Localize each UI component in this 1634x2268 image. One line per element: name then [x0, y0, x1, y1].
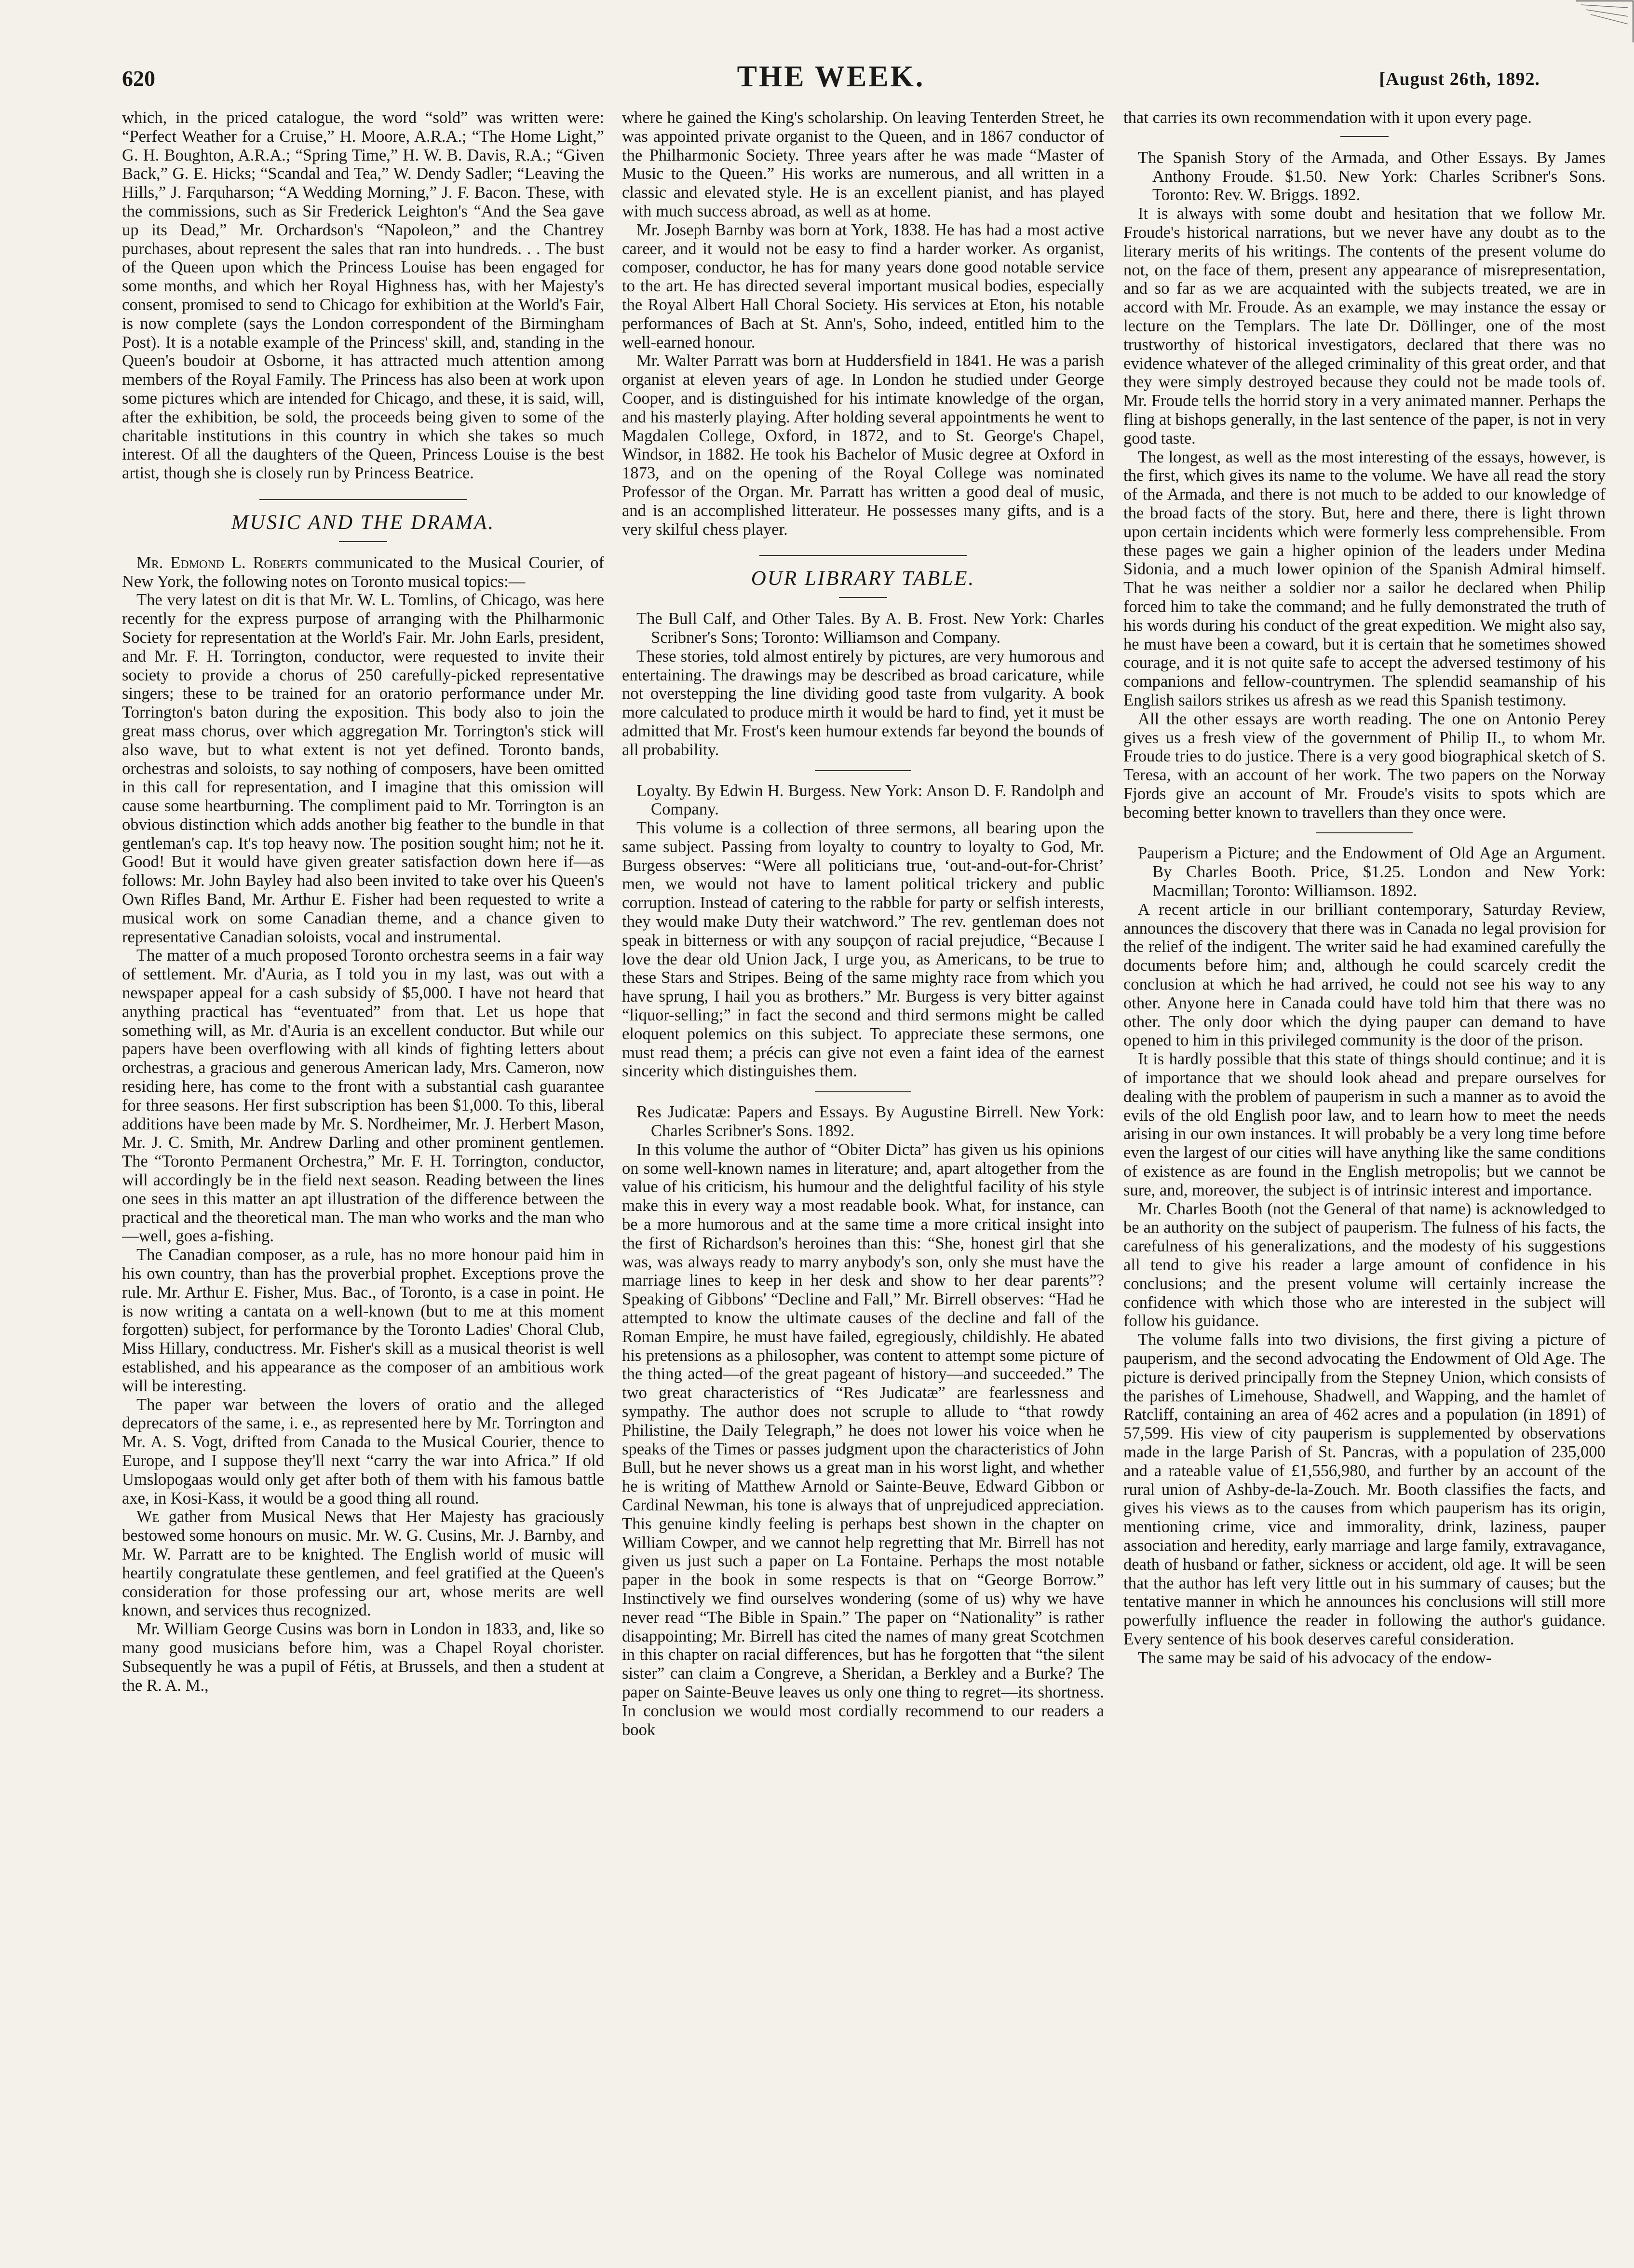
review-paragraph: The same may be said of his advocacy of the endow-: [1138, 1648, 1492, 1667]
music-paragraph: We gather from Musical News that Her Majesty has graciously bestowed some honours on music. Mr. W. G. Cusins, Mr. J. Barnby, and Mr. W. Parratt are to be knighted. The English world of music will heartily congratulate these gentlemen, and feel gratified at the Queen's consideration for those professing our art, whose merits are well known, and services thus recognized.: [122, 1507, 604, 1620]
music-paragraph: The Canadian composer, as a rule, has no more honour paid him in his own country, than has the proverbial prophet. Exceptions prove the rule. Mr. Arthur E. Fisher, Mus. Bac., of Toronto, is a case in point. He is now writing a cantata on a well-known (but to me at this moment forgotten) subject, for performance by the Toronto Ladies' Choral Club, Miss Hillary, conductress. Mr. Fisher's skill as a musical theorist is well established, and his appearance as the composer of an ambitious work will be interesting.: [122, 1246, 604, 1395]
page-header: [122, 57, 1540, 103]
section-heading-music-drama: MUSIC AND THE DRAMA.: [231, 511, 495, 534]
review-divider: [1340, 136, 1389, 137]
book-reference: The Spanish Story of the Armada, and Other Essays. By James Anthony Froude. $1.50. New York: Charles Scribner's Sons. Toronto: Rev. W. Briggs. 1892.: [1138, 148, 1606, 204]
heading-rule: [839, 597, 887, 598]
review-paragraph: These stories, told almost entirely by pictures, are very humorous and entertaining. The drawings may be described as broad caricature, while not overstepping the line dividing good taste from vulgarity. A book more calculated to produce mirth it would be hard to find, yet it must be admitted that Mr. Frost's keen humour extends far beyond the bounds of all probability.: [622, 647, 1104, 759]
review-paragraph: All the other essays are worth reading. The one on Antonio Perey gives us a fresh view of the government of Philip II., to whom Mr. Froude tries to do justice. There is a very good biographical sketch of S. Teresa, with an account of her work. The two papers on the Norway Fjords give an account of Mr. Froude's visits to spots which are becoming better known to travellers than they once were.: [1123, 709, 1606, 822]
review-paragraph: A recent article in our brilliant contemporary, Saturday Review, announces the discovery that there was in Canada no legal provision for the relief of the indigent. The writer said he had examined carefully the documents before him; and, although he could scarcely credit the conclusion at which he had arrived, he could not see his way to any other. Anyone here in Canada could have told him that there was no other. The only door which the dying pauper can demand to have opened to him in this privileged community is the door of the prison.: [1123, 900, 1606, 1050]
review-paragraph: This volume is a collection of three sermons, all bearing upon the same subject. Passing from loyalty to country to loyalty to God, Mr. Burgess observes: “Were all politicians true, ‘out-and-out-for-Christ’ men, we would not have to lament political trickery and public corruption. Instead of catering to the rabble for party or selfish interests, they would make Duty their watchword.” The rev. gentleman does not speak in bitterness or with any soupçon of racial prejudice, “Because I love the dear old Union Jack, I urge you, as Americans, to be true to these Stars and Stripes. Being of the same mighty race from which you have sprung, I hail you as brothers.” Mr. Burgess is very bitter against “liquor-selling;” in fact the second and third sermons might be called eloquent polemics on this subject. To appreciate these sermons, one must read them; a précis can give not even a faint idea of the earnest sincerity which distinguishes them.: [622, 819, 1104, 1081]
music-paragraph: Mr. Edmond L. Roberts communicated to the Musical Courier, of New York, the following notes on Toronto musical topics:—: [122, 553, 604, 591]
music-paragraph: where he gained the King's scholarship. On leaving Tenterden Street, he was appointed private organist to the Queen, and in 1867 conductor of the Philharmonic Society. Three years after he was made “Master of Music to the Queen.” His works are numerous, and all written in a classic and elevated style. He is an excellent pianist, and has played with much success abroad, as well as at home.: [622, 109, 1104, 220]
section-heading-library-table: OUR LIBRARY TABLE.: [751, 567, 975, 590]
issue-date: [August 26th, 1892.: [1379, 69, 1540, 89]
review-divider: [815, 1091, 911, 1092]
review-paragraph: that carries its own recommendation with it upon every page.: [1123, 109, 1532, 127]
section-divider: [759, 555, 967, 556]
book-reference: The Bull Calf, and Other Tales. By A. B. Frost. New York: Charles Scribner's Sons; Toronto: Williamson and Company.: [636, 610, 1104, 647]
book-reference: Res Judicatæ: Papers and Essays. By Augustine Birrell. New York: Charles Scribner's Sons. 1892.: [636, 1103, 1104, 1141]
journal-title: THE WEEK.: [737, 60, 925, 93]
music-paragraph: Mr. William George Cusins was born in London in 1833, and, like so many good musicians before him, was a Chapel Royal chorister. Subsequently he was a pupil of Fétis, at Brussels, and then a student at the R. A. M.,: [122, 1620, 604, 1695]
column-middle: [622, 109, 1104, 2245]
section-divider: [259, 499, 467, 500]
music-paragraph: The paper war between the lovers of oratio and the alleged deprecators of the same, i. e., as represented here by Mr. Torrington and Mr. A. S. Vogt, drifted from Canada to the Musical Courier, thence to Europe, and I suppose they'll next “carry the war into Africa.” If old Umslopogaas would only get after both of them with his famous battle axe, in Kosi-Kass, it would be a good thing all round.: [122, 1395, 604, 1507]
book-reference: Loyalty. By Edwin H. Burgess. New York: Anson D. F. Randolph and Company.: [636, 781, 1104, 819]
book-reference: Pauperism a Picture; and the Endowment of Old Age an Argument. By Charles Booth. Price, $1.25. London and New York: Macmillan; Toronto: Williamson. 1892.: [1138, 844, 1606, 900]
music-paragraph: Mr. Walter Parratt was born at Huddersfield in 1841. He was a parish organist at eleven years of age. In London he studied under George Cooper, and is distinguished for his intimate knowledge of the organ, and his masterly playing. After holding several appointments he went to Magdalen College, Oxford, in 1872, and to St. George's Chapel, Windsor, in 1882. He took his Bachelor of Music degree at Oxford in 1873, and on the opening of the Royal College was nominated Professor of the Organ. Mr. Parratt has written a good deal of music, and is an accomplished litterateur. He possesses many gifts, and is a very skilful chess player.: [622, 352, 1104, 539]
review-paragraph: Mr. Charles Booth (not the General of that name) is acknowledged to be an authority on the subject of pauperism. The fulness of his facts, the carefulness of his generalizations, and the modesty of his suggestions all tend to give his reader a large amount of confidence in his conclusions; and the present volume will certainly increase the confidence with which those who are interested in the subject will follow his guidance.: [1123, 1199, 1606, 1331]
review-divider: [1316, 832, 1413, 833]
review-divider: [815, 770, 911, 771]
art-notes-paragraph: which, in the priced catalogue, the word “sold” was written were: “Perfect Weather for a Cruise,” H. Moore, A.R.A.; “The Home Light,” G. H. Boughton, A.R.A.; “Spring Time,” H. W. B. Davis, R.A.; “Given Back,” G. E. Hicks; “Scandal and Tea,” W. Dendy Sadler; “Leaving the Hills,” J. Farquharson; “A Wedding Morning,” J. F. Bacon. These, with the commissions, such as Sir Frederick Leighton's “And the Sea gave up its Dead,” Mr. Orchardson's “Napoleon,” and the Chantrey purchases, about represent the sales that ran into hundreds. . . The bust of the Queen upon which the Princess Louise has been engaged for some months, and which her Royal Highness has, with her Majesty's consent, promised to send to Chicago for exhibition at the World's Fair, is now complete (says the London correspondent of the Birmingham Post). It is a notable example of the Princess' skill, and, standing in the Queen's boudoir at Osborne, it has attracted much attention among members of the Royal Family. The Princess has also been at work upon some pictures which are intended for Chicago, and these, it is said, will, after the exhibition, be sold, the proceeds being given to some of the charitable institutions in this country in which she takes so much interest. Of all the daughters of the Queen, Princess Louise is the best artist, though she is closely run by Princess Beatrice.: [122, 109, 604, 483]
review-paragraph: It is always with some doubt and hesitation that we follow Mr. Froude's historical narrations, but we never have any doubt as to the literary merits of his writings. The contents of the present volume do not, on the face of them, present any appearance of misrepresentation, and so far as we are acquainted with the subjects treated, we are in accord with Mr. Froude. As an example, we may instance the essay or lecture on the Templars. The late Dr. Döllinger, one of the most trustworthy of historical investigators, declared that there was no evidence whatever of the alleged criminality of this great order, and that they were simply destroyed because they could not be made tools of. Mr. Froude tells the horrid story in a very animated manner. Perhaps the fling at bishops generally, in the last sentence of the paper, is not in very good taste.: [1123, 204, 1606, 448]
review-paragraph: It is hardly possible that this state of things should continue; and it is of importance that we should look ahead and prepare ourselves for dealing with the problem of pauperism in such a manner as to avoid the evils of the old English poor law, and to learn how to meet the needs arising in our own instances. It will probably be a very long time before even the largest of our cities will have anything like the same conditions of existence as are found in the English metropolis; but we cannot be sure, and, moreover, the subject is of intrinsic interest and importance.: [1123, 1050, 1606, 1199]
music-paragraph: The matter of a much proposed Toronto orchestra seems in a fair way of settlement. Mr. d'Auria, as I told you in my last, was out with a newspaper appeal for a cash subsidy of $5,000. I have not heard that anything practical has “eventuated” from that. Let us hope that something will, as Mr. d'Auria is an excellent conductor. But while our papers have been overflowing with all kinds of fighting letters about orchestras, a gracious and generous American lady, Mrs. Cameron, now residing here, has come to the front with a substantial cash guarantee for three seasons. Her first subscription has been $1,000. To this, liberal additions have been made by Mr. S. Nordheimer, Mr. J. Herbert Mason, Mr. J. C. Smith, Mr. Andrew Darling and other prominent gentlemen. The “Toronto Permanent Orchestra,” Mr. F. H. Torrington, conductor, will accordingly be in the field next season. Reading between the lines one sees in this matter an apt illustration of the difference between the practical and the theoretical man. The man who works and the man who—well, goes a-fishing.: [122, 946, 604, 1246]
lead-name: Mr. Edmond L. Roberts: [136, 553, 308, 572]
page-corner-mark: [1576, 0, 1634, 43]
review-paragraph: The volume falls into two divisions, the first giving a picture of pauperism, and the second advocating the Endowment of Old Age. The picture is derived principally from the Stepney Union, which consists of the parishes of Limehouse, Shadwell, and Wapping, and the hamlet of Ratcliff, containing an area of 462 acres and a population (in 1891) of 57,599. His view of city pauperism is supplemented by observations made in the large Parish of St. Pancras, with a population of 235,000 and a rateable value of £1,556,980, and further by an account of the rural union of Ashby-de-la-Zouch. Mr. Booth classifies the facts, and gives his views as to the causes from which pauperism has its origin, mentioning crime, vice and immorality, drink, laziness, pauper association and heredity, early marriage and large family, extravagance, death of husband or father, sickness or accident, old age. It will be seen that the author has left very little out in his summary of causes; but the tentative manner in which he announces his conclusions will still more powerfully influence the reader in following the author's guidance. Every sentence of his book deserves careful consideration.: [1123, 1331, 1606, 1648]
column-right: [1123, 109, 1606, 2245]
heading-rule: [339, 541, 387, 542]
page-number: 620: [122, 66, 155, 91]
music-paragraph: The very latest on dit is that Mr. W. L. Tomlins, of Chicago, was here recently for the express purpose of arranging with the Philharmonic Society for representation at the World's Fair. Mr. John Earls, president, and Mr. F. H. Torrington, conductor, were requested to invite their society to provide a chorus of 250 carefully-picked representative singers; these to be trained for an oratorio performance under Mr. Torrington's baton during the exposition. This body also to join the great mass chorus, over which aggregation Mr. Torrington's stick will also wave, but to what extent is not yet defined. Toronto bands, orchestras and soloists, to say nothing of composers, have been omitted in this call for representation, and I imagine that this omission will cause some heartburning. The compliment paid to Mr. Torrington is an obvious distinction which adds another big feather to the bundle in that gentleman's cap. It's top heavy now. The position sought him; not he it. Good! But it would have given greater satisfaction down here if—as follows: Mr. John Bayley had also been invited to take over his Queen's Own Rifles Band, Mr. Arthur E. Fisher had been requested to write a musical work on some Canadian theme, and a chance given to representative Canadian soloists, vocal and instrumental.: [122, 591, 604, 946]
review-paragraph: The longest, as well as the most interesting of the essays, however, is the first, which gives its name to the volume. We have all read the story of the Armada, and there is not much to be added to our knowledge of the broad facts of the story. But, here and there, there is light thrown upon certain incidents which were formerly less comprehensible. From these pages we gain a higher opinion of the leaders under Medina Sidonia, and a much lower opinion of the Spanish Admiral himself. That he was neither a soldier nor a sailor he declared when Philip forced him to take the command; and he fully demonstrated the truth of his words during his conduct of the great expedition. We might also say, he must have been a coward, but it is certain that he sometimes showed courage, and it is not quite safe to accept the adversed testimony of his companions and fellow-countrymen. The splendid seamanship of his English sailors strikes us afresh as we read this Spanish testimony.: [1123, 448, 1606, 709]
review-paragraph: In this volume the author of “Obiter Dicta” has given us his opinions on some well-known names in literature; and, apart altogether from the value of his criticism, his humour and the delightful facility of his style make this in every way a most readable book. What, for instance, can be a more humorous and at the same time a more critical insight into the first of Richardson's heroines than this: “She, honest girl that she was, was always ready to marry anybody's son, only she must have the marriage lines to keep in her desk and show to her dear parents”? Speaking of Gibbons' “Decline and Fall,” Mr. Birrell observes: “Had he attempted to know the ultimate causes of the decline and fall of the Roman Empire, he must have failed, egregiously, childishly. He abated his pretensions as a philosopher, was content to attempt some picture of the thing acted—of the great pageant of history—and succeeded.” The two great characteristics of “Res Judicatæ” are fearlessness and sympathy. The author does not scruple to allude to “that rowdy Philistine, the Daily Telegraph,” he does not lower his voice when he speaks of the Times or passes judgment upon the characteristics of John Bull, but he never shows us a great man in his worst light, and whether he is writing of Matthew Arnold or Sainte-Beuve, Edward Gibbon or Cardinal Newman, his tone is always that of unprejudiced appreciation. This genuine kindly feeling is perhaps best shown in the chapter on William Cowper, and we cannot help regretting that Mr. Birrell has not given us just such a paper on La Fontaine. Perhaps the most notable paper in the book in some respects is that on “George Borrow.” Instinctively we find ourselves wondering (some of us) why we have never read “The Bible in Spain.” The paper on “Nationality” is rather disappointing; Mr. Birrell has cited the names of many great Scotchmen in this chapter on racial differences, but has he forgotten that “the silent sister” can claim a Congreve, a Sheridan, a Berkley and a Burke? The paper on Sainte-Beuve leaves us only one thing to regret—its shortness. In conclusion we would most cordially recommend to our readers a book: [622, 1140, 1104, 1739]
music-paragraph: Mr. Joseph Barnby was born at York, 1838. He has had a most active career, and it would not be easy to find a harder worker. As organist, composer, conductor, he has for many years done good notable service to the art. He has directed several important musical bodies, especially the Royal Albert Hall Choral Society. His services at Eton, his notable performances of Bach at St. Ann's, Soho, indeed, entitled him to the well-earned honour.: [622, 220, 1104, 352]
column-left: [122, 109, 604, 2245]
lead-word: We: [136, 1507, 160, 1526]
